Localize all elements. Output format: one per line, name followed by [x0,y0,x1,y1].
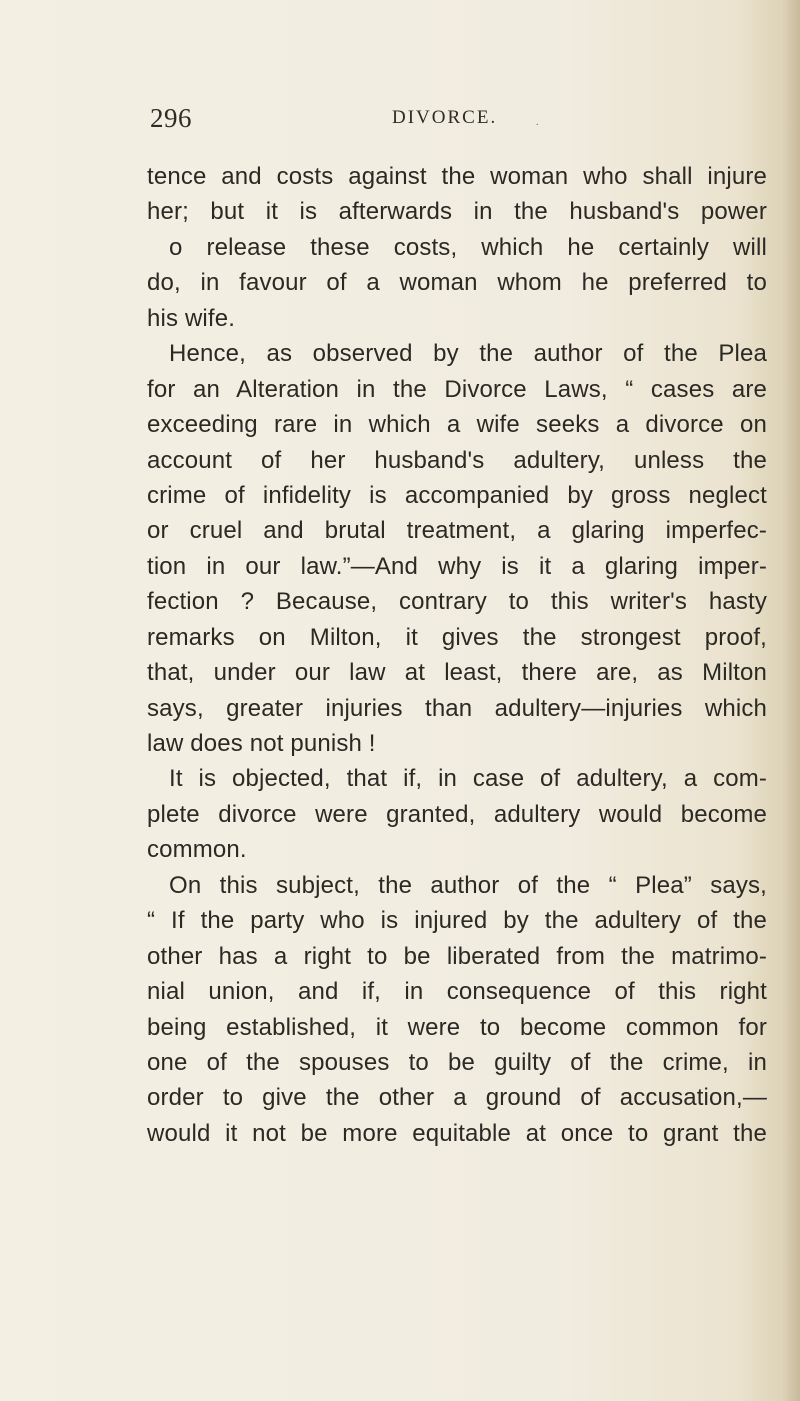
text-line-3: o release these costs, which he certainly will [169,233,767,261]
text-line-9: account of her husband's adultery, unless the [147,446,767,474]
text-line-11: or cruel and brutal treatment, a glaring imperfec- [147,517,767,545]
page-number: 296 [150,103,192,133]
text-line-26: one of the spouses to be guilty of the crime, in [147,1048,767,1076]
text-line-6: Hence, as observed by the author of the Plea [169,340,767,368]
text-line-20: common. [147,836,247,864]
text-line-17: law does not punish ! [147,730,376,757]
text-line-18: It is objected, that if, in case of adultery, a com- [169,765,767,793]
running-title: DIVORCE. [392,107,498,128]
page-edge-shadow [782,0,800,1401]
text-line-1: tence and costs against the woman who shall injure [147,163,767,190]
text-line-22: “ If the party who is injured by the adultery of the [147,907,767,935]
text-line-10: crime of infidelity is accompanied by gross neglect [147,481,767,509]
text-line-23: other has a right to be liberated from the matrimo- [147,942,767,970]
text-line-19: plete divorce were granted, adultery would become [147,800,767,828]
text-line-4: do, in favour of a woman whom he preferred to [147,269,767,297]
text-line-7: for an Alteration in the Divorce Laws, “ cases are [147,375,767,403]
text-line-12: tion in our law.”—And why is it a glaring imper- [147,552,767,580]
text-line-16: says, greater injuries than adultery—injuries which [147,694,767,722]
stray-print-mark: . [536,117,539,128]
text-line-25: being established, it were to become common for [147,1013,767,1041]
text-line-2: her; but it is afterwards in the husband's power [147,198,767,226]
text-line-27: order to give the other a ground of accusation,— [147,1084,767,1112]
text-line-24: nial union, and if, in consequence of this right [147,978,767,1006]
body-text [147,159,767,1151]
running-head [150,103,750,137]
text-line-21: On this subject, the author of the “ Plea” says, [169,871,767,899]
text-line-28: would it not be more equitable at once to grant the [147,1119,767,1147]
text-line-15: that, under our law at least, there are, as Milton [147,659,767,687]
text-line-8: exceeding rare in which a wife seeks a divorce on [147,411,767,439]
text-line-13: fection ? Because, contrary to this writer's hasty [147,588,767,616]
text-line-5: his wife. [147,304,236,332]
text-line-14: remarks on Milton, it gives the strongest proof, [147,623,767,651]
